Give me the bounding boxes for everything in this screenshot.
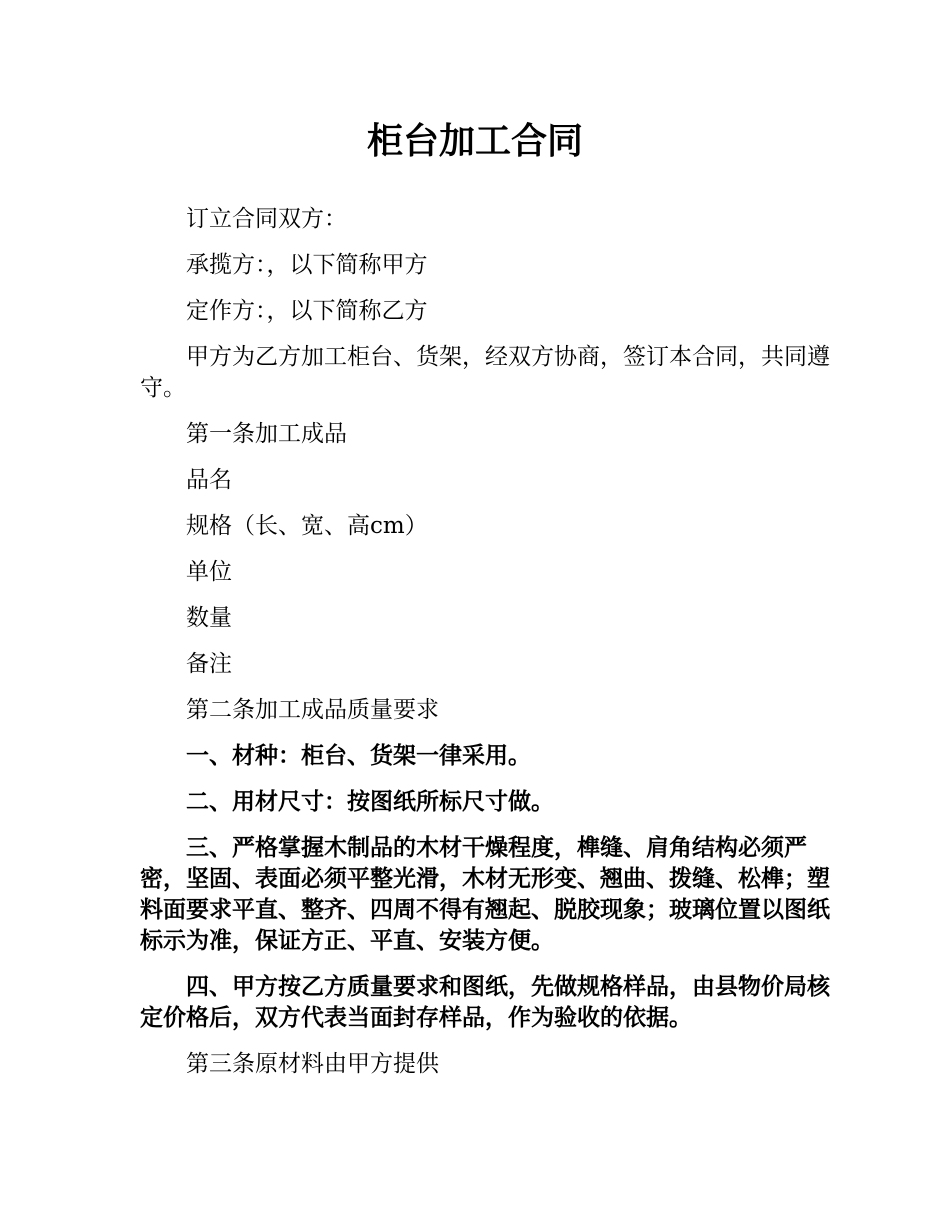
article-1-heading: 第一条加工成品 <box>186 421 347 447</box>
clause-material-size: 二、用材尺寸：按图纸所标尺寸做。 <box>186 789 554 815</box>
article-3-heading: 第三条原材料由甲方提供 <box>186 1051 439 1077</box>
clause-quality-control: 三、严格掌握木制品的木材干燥程度，榫缝、肩角结构必须严密，坚固、表面必须平整光滑，木材无形变、翘曲、拨缝、松榫；塑料面要求平直、整齐、四周不得有翘起、脱胶现象；玻璃位置以图纸标示为准，保证方正、平直、安装方便。 <box>140 835 830 954</box>
document-title: 柜台加工合同 <box>366 121 583 162</box>
paragraph-parties-intro: 订立合同双方： <box>186 206 347 232</box>
field-product-name: 品名 <box>186 467 232 493</box>
paragraph-contractor: 承揽方：，以下简称甲方 <box>186 252 428 278</box>
field-specification: 规格（长、宽、高cm） <box>186 513 428 539</box>
article-2-heading: 第二条加工成品质量要求 <box>186 697 439 723</box>
field-quantity: 数量 <box>186 605 232 631</box>
document-body <box>140 198 830 1095</box>
paragraph-purpose: 甲方为乙方加工柜台、货架，经双方协商，签订本合同，共同遵守。 <box>140 344 830 401</box>
clause-sample-approval: 四、甲方按乙方质量要求和图纸，先做规格样品，由县物价局核定价格后，双方代表当面封存样品，作为验收的依据。 <box>140 974 830 1031</box>
paragraph-client: 定作方：，以下简称乙方 <box>186 298 428 324</box>
field-unit: 单位 <box>186 559 232 585</box>
clause-material-type: 一、材种：柜台、货架一律采用。 <box>186 743 531 769</box>
field-remarks: 备注 <box>186 651 232 677</box>
